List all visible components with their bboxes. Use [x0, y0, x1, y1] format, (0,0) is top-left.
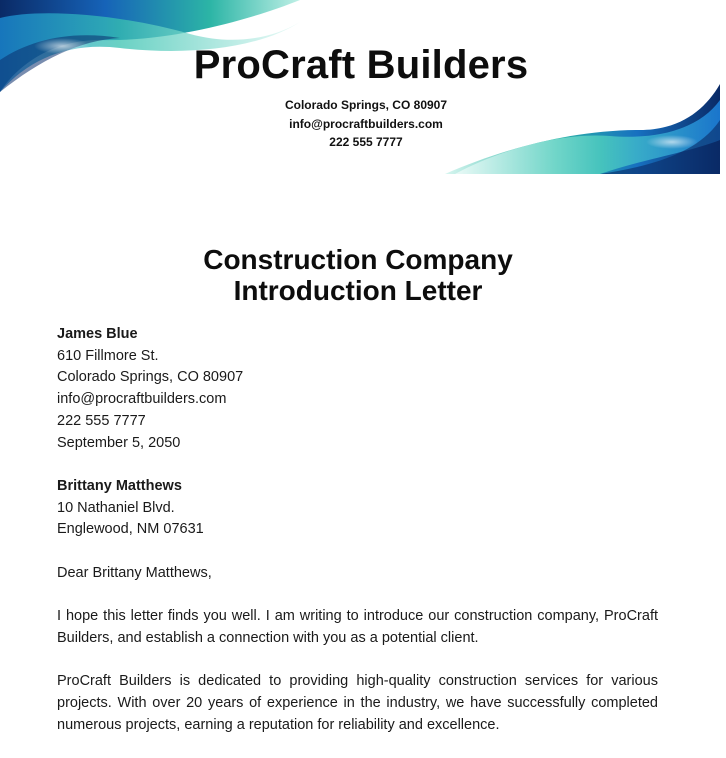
- sender-street: 610 Fillmore St.: [57, 347, 159, 364]
- sender-block: [57, 324, 658, 454]
- company-contact: [6, 96, 726, 152]
- letter-date: September 5, 2050: [57, 434, 181, 451]
- recipient-block: [57, 476, 658, 541]
- document-title: [0, 244, 716, 306]
- company-phone: 222 555 7777: [329, 135, 403, 149]
- letter-body: [57, 324, 658, 758]
- recipient-name: Brittany Matthews: [57, 477, 182, 494]
- sender-name: James Blue: [57, 326, 138, 342]
- document-title-line1: Construction Company: [203, 244, 513, 275]
- recipient-city: Englewood, NM 07631: [57, 521, 204, 538]
- recipient-street: 10 Nathaniel Blvd.: [57, 499, 175, 516]
- company-address: Colorado Springs, CO 80907: [284, 98, 448, 112]
- letterhead: [0, 0, 720, 174]
- salutation: Dear Brittany Matthews,: [57, 564, 212, 581]
- sender-email: info@procraftbuilders.com: [57, 391, 227, 408]
- document-title-line2: Introduction Letter: [233, 275, 483, 306]
- company-name: ProCraft Builders: [193, 43, 529, 87]
- sender-city: Colorado Springs, CO 80907: [57, 369, 244, 386]
- paragraph-intro: I hope this letter finds you well. I am writing to introduce our construction company, ProCraft Builders, and establish a connection with you as a potential client.: [57, 608, 658, 646]
- company-email: info@procraftbuilders.com: [289, 116, 443, 131]
- sender-phone: 222 555 7777: [57, 412, 146, 429]
- paragraph-experience: ProCraft Builders is dedicated to providing high-quality construction services for various projects. With over 20 years of experience in the industry, we have successfully completed numerous projects, earning a reputation for reliability and excellence.: [57, 673, 658, 733]
